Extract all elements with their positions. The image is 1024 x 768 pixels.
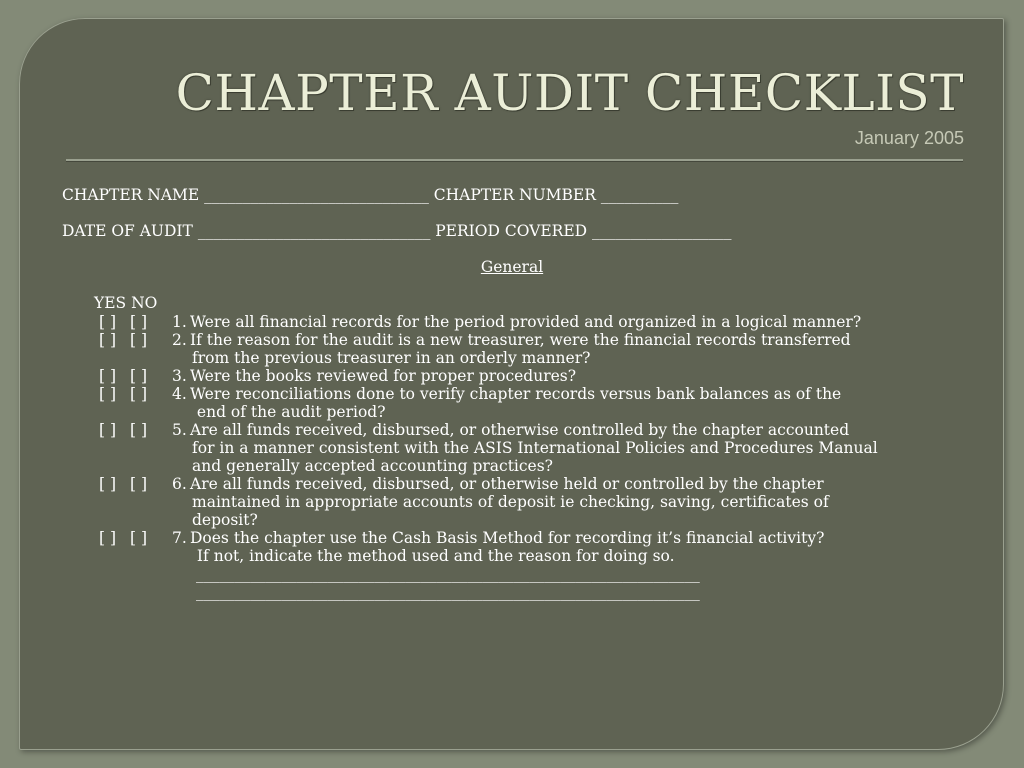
question-number: 7. (172, 529, 187, 547)
title-divider (66, 159, 963, 162)
question-text: Were reconciliations done to verify chapter records versus bank balances as of the (190, 385, 842, 403)
audit-date-period-field[interactable]: DATE OF AUDIT ______________________________ PERIOD COVERED __________________ (62, 222, 732, 240)
no-checkbox[interactable]: [ ] (130, 421, 148, 439)
question-text: Does the chapter use the Cash Basis Method for recording it’s financial activity? (190, 529, 825, 547)
chapter-name-number-field[interactable]: CHAPTER NAME _____________________________ CHAPTER NUMBER __________ (62, 186, 679, 204)
yes-checkbox[interactable]: [ ] (99, 331, 117, 349)
yes-checkbox[interactable]: [ ] (99, 385, 117, 403)
question-text: Are all funds received, disbursed, or otherwise held or controlled by the chapter (190, 475, 824, 493)
yes-checkbox[interactable]: [ ] (99, 529, 117, 547)
no-checkbox[interactable]: [ ] (130, 385, 148, 403)
question-number: 5. (172, 421, 187, 439)
yes-checkbox[interactable]: [ ] (99, 367, 117, 385)
question-text-continued: maintained in appropriate accounts of deposit ie checking, saving, certificates of (192, 493, 829, 511)
no-checkbox[interactable]: [ ] (130, 367, 148, 385)
no-checkbox[interactable]: [ ] (130, 331, 148, 349)
no-checkbox[interactable]: [ ] (130, 313, 148, 331)
question-text: Were the books reviewed for proper procedures? (190, 367, 577, 385)
question-text-continued: and generally accepted accounting practices? (192, 457, 553, 475)
section-heading-general: General (480, 258, 544, 276)
question-number: 1. (172, 313, 187, 331)
yes-checkbox[interactable]: [ ] (99, 421, 117, 439)
question-number: 6. (172, 475, 187, 493)
answer-line[interactable]: _________________________________________________________________ (196, 583, 700, 601)
no-checkbox[interactable]: [ ] (130, 475, 148, 493)
question-text-continued: for in a manner consistent with the ASIS International Policies and Procedures Manual (192, 439, 878, 457)
question-text-continued: If not, indicate the method used and the reason for doing so. (192, 547, 675, 565)
question-text-continued: from the previous treasurer in an orderly manner? (192, 349, 591, 367)
question-text-continued: deposit? (192, 511, 258, 529)
yes-checkbox[interactable]: [ ] (99, 313, 117, 331)
question-text: Were all financial records for the period provided and organized in a logical manner? (190, 313, 862, 331)
question-number: 4. (172, 385, 187, 403)
page-title: CHAPTER AUDIT CHECKLIST (175, 64, 964, 122)
answer-line[interactable]: _________________________________________________________________ (196, 565, 700, 583)
yes-no-header: YES NO (94, 294, 158, 312)
question-number: 3. (172, 367, 187, 385)
yes-checkbox[interactable]: [ ] (99, 475, 117, 493)
question-number: 2. (172, 331, 187, 349)
page-subtitle: January 2005 (854, 128, 964, 148)
no-checkbox[interactable]: [ ] (130, 529, 148, 547)
question-text: Are all funds received, disbursed, or otherwise controlled by the chapter accounted (190, 421, 850, 439)
question-text-continued: end of the audit period? (192, 403, 386, 421)
question-text: If the reason for the audit is a new treasurer, were the financial records transferred (190, 331, 851, 349)
